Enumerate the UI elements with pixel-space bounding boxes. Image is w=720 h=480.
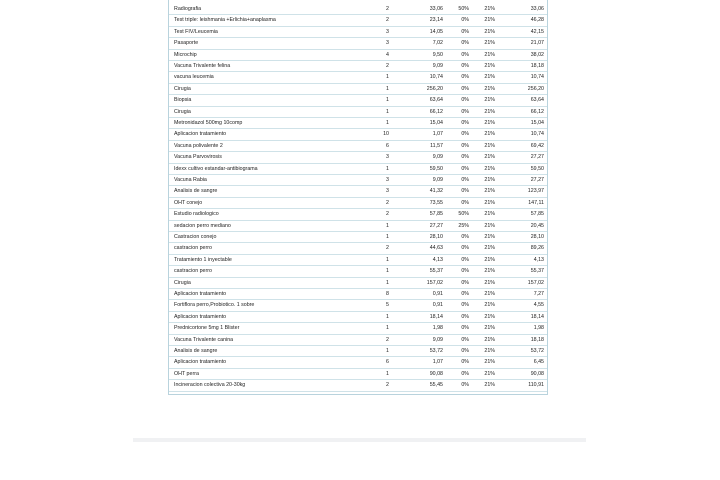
line-unit-price: 9,09: [432, 154, 443, 161]
line-tax: 21%: [484, 256, 495, 263]
line-tax: 21%: [484, 154, 495, 161]
line-discount: 0%: [461, 120, 469, 126]
line-discount: 0%: [461, 359, 469, 366]
line-quantity: 1: [386, 97, 389, 104]
line-unit-price: 55,45: [429, 382, 443, 389]
line-unit-price: 41,32: [429, 188, 443, 195]
table-row: [169, 232, 547, 243]
line-discount: 0%: [461, 370, 469, 377]
line-quantity: 3: [386, 177, 389, 183]
line-total: 57,85: [530, 211, 544, 218]
line-discount: 0%: [461, 85, 469, 92]
line-discount: 0%: [461, 142, 469, 149]
line-quantity: 1: [386, 120, 389, 126]
line-unit-price: 1,98: [432, 325, 443, 332]
line-quantity: 4: [386, 51, 389, 58]
line-quantity: 1: [386, 325, 389, 332]
line-total: 7,27: [533, 291, 544, 297]
line-tax: 21%: [484, 382, 495, 389]
line-quantity: 2: [386, 382, 389, 389]
line-unit-price: 9,09: [432, 63, 443, 69]
line-total: 15,04: [530, 120, 544, 126]
line-tax: 21%: [484, 177, 495, 183]
line-discount: 0%: [461, 348, 469, 354]
page-footer-bar: [133, 438, 586, 442]
line-unit-price: 90,08: [429, 370, 443, 377]
line-tax: 21%: [484, 245, 495, 252]
table-row: [169, 357, 547, 368]
line-description: Test triple: leishmania +Erlichia+anaplasma: [174, 17, 276, 24]
line-discount: 0%: [461, 382, 469, 389]
line-description: Vacuna Trivalente felina: [174, 63, 231, 69]
line-discount: 0%: [461, 336, 469, 343]
line-unit-price: 0,91: [432, 302, 443, 309]
line-tax: 21%: [484, 222, 495, 229]
line-discount: 0%: [461, 199, 469, 206]
line-discount: 0%: [461, 177, 469, 183]
line-quantity: 5: [386, 302, 389, 309]
line-discount: 50%: [458, 211, 469, 218]
line-total: 46,28: [530, 17, 544, 24]
line-description: sedacion perro mediano: [174, 222, 231, 229]
table-row: [169, 300, 547, 311]
line-description: Vacuna Trivalente canina: [174, 336, 234, 343]
line-tax: 21%: [484, 370, 495, 377]
line-discount: 0%: [461, 63, 469, 69]
line-unit-price: 15,04: [429, 120, 443, 126]
line-unit-price: 23,14: [429, 17, 443, 24]
table-row: [169, 50, 547, 61]
table-row: [169, 129, 547, 140]
line-description: Estudio radiologico: [174, 211, 219, 218]
line-tax: 21%: [484, 142, 495, 149]
line-total: 27,27: [530, 177, 544, 183]
table-row: [169, 312, 547, 323]
line-description: OHT perra: [174, 370, 199, 377]
line-total: 256,20: [527, 85, 544, 92]
line-unit-price: 256,20: [426, 85, 443, 92]
table-row: [169, 15, 547, 26]
line-discount: 0%: [461, 40, 469, 47]
line-tax: 21%: [484, 131, 495, 138]
line-total: 21,07: [530, 40, 544, 47]
line-total: 110,91: [528, 382, 544, 389]
line-description: Castracion conejo: [174, 234, 217, 240]
line-discount: 0%: [461, 302, 469, 309]
table-row: [169, 38, 547, 49]
table-row: [169, 61, 547, 72]
line-tax: 21%: [484, 120, 495, 126]
line-tax: 21%: [484, 17, 495, 24]
line-tax: 21%: [484, 336, 495, 343]
line-description: Idexx cultivo estandar-antibiograma: [174, 165, 258, 172]
line-unit-price: 9,09: [432, 177, 443, 183]
line-discount: 0%: [461, 108, 469, 115]
table-row: [169, 186, 547, 197]
line-total: 18,18: [530, 336, 544, 343]
line-description: Aplicacion tratamiento: [174, 313, 227, 320]
line-quantity: 1: [386, 370, 389, 377]
invoice-lines-table: [168, 0, 548, 395]
line-quantity: 8: [386, 291, 389, 297]
line-total: 53,72: [530, 348, 544, 354]
line-unit-price: 9,50: [432, 51, 443, 58]
line-unit-price: 1,07: [432, 131, 443, 138]
table-row: [169, 289, 547, 300]
line-unit-price: 0,91: [432, 291, 443, 297]
line-description: Tratamiento 1 inyectable: [174, 256, 232, 263]
line-total: 10,74: [530, 74, 544, 81]
line-description: Cirugia: [174, 279, 191, 286]
line-unit-price: 157,02: [426, 279, 443, 286]
line-unit-price: 7,02: [432, 40, 443, 47]
table-row: [169, 27, 547, 38]
line-total: 4,55: [533, 302, 544, 309]
line-tax: 21%: [484, 199, 495, 206]
line-description: Cirugia: [174, 108, 191, 115]
line-unit-price: 1,07: [432, 359, 443, 366]
line-unit-price: 9,09: [432, 336, 443, 343]
line-discount: 0%: [461, 17, 469, 24]
line-total: 27,27: [530, 154, 544, 161]
line-tax: 21%: [484, 348, 495, 354]
line-description: Analisis de sangre: [174, 188, 218, 195]
line-tax: 21%: [484, 291, 495, 297]
line-discount: 0%: [461, 245, 469, 252]
line-tax: 21%: [484, 268, 495, 275]
table-row: [169, 152, 547, 163]
line-discount: 25%: [458, 222, 469, 229]
line-tax: 21%: [484, 108, 495, 115]
line-description: Incineracion colectiva 20-30kg: [174, 382, 246, 389]
table-row: [169, 118, 547, 129]
line-discount: 0%: [461, 51, 469, 58]
line-tax: 21%: [484, 74, 495, 81]
table-row: [169, 221, 547, 232]
line-quantity: 1: [386, 85, 389, 92]
line-description: Analisis de sangre: [174, 348, 218, 354]
line-tax: 21%: [484, 63, 495, 69]
line-total: 59,50: [530, 165, 544, 172]
line-quantity: 3: [386, 28, 389, 35]
line-description: Vacuna polivalente 2: [174, 142, 223, 149]
line-quantity: 6: [386, 142, 389, 149]
line-total: 90,08: [530, 370, 544, 377]
line-description: Pasaporte: [174, 40, 199, 47]
line-total: 4,13: [533, 256, 544, 263]
line-description: Microchip: [174, 51, 197, 58]
line-unit-price: 63,64: [429, 97, 443, 104]
line-tax: 21%: [484, 188, 495, 195]
line-description: Metronidazol 500mg 10comp: [174, 120, 243, 126]
line-discount: 0%: [461, 256, 469, 263]
line-discount: 0%: [461, 97, 469, 104]
line-quantity: 1: [386, 256, 389, 263]
line-discount: 0%: [461, 313, 469, 320]
line-description: vacuna leucemia: [174, 74, 214, 81]
line-discount: 0%: [461, 325, 469, 332]
line-quantity: 1: [386, 108, 389, 115]
line-description: Radiografia: [174, 6, 202, 12]
line-description: Vacuna Rabia: [174, 177, 207, 183]
line-total: 66,12: [530, 108, 544, 115]
line-total: 89,26: [530, 245, 544, 252]
line-quantity: 2: [386, 211, 389, 218]
line-total: 10,74: [530, 131, 544, 138]
line-total: 1,98: [533, 325, 544, 332]
table-row: [169, 266, 547, 277]
line-tax: 21%: [484, 85, 495, 92]
line-tax: 21%: [484, 279, 495, 286]
line-unit-price: 11,57: [430, 142, 443, 149]
line-unit-price: 27,27: [429, 222, 443, 229]
line-tax: 21%: [484, 165, 495, 172]
table-row: [169, 323, 547, 334]
line-unit-price: 14,05: [429, 28, 443, 35]
table-row: [169, 84, 547, 95]
line-total: 18,18: [530, 63, 544, 69]
line-unit-price: 66,12: [429, 108, 443, 115]
line-quantity: 2: [386, 199, 389, 206]
line-quantity: 3: [386, 188, 389, 195]
line-quantity: 2: [386, 6, 389, 12]
table-row: [169, 346, 547, 357]
line-tax: 21%: [484, 359, 495, 366]
table-row: [169, 164, 547, 175]
table-row: [169, 369, 547, 380]
line-tax: 21%: [484, 325, 495, 332]
line-discount: 0%: [461, 28, 469, 35]
line-tax: 21%: [484, 211, 495, 218]
line-quantity: 2: [386, 245, 389, 252]
line-total: 55,37: [530, 268, 544, 275]
line-unit-price: 33,06: [429, 6, 443, 12]
line-quantity: 1: [386, 348, 389, 354]
line-total: 157,02: [527, 279, 544, 286]
table-row: [169, 4, 547, 15]
line-quantity: 10: [383, 131, 389, 138]
table-row: [169, 335, 547, 346]
line-tax: 21%: [484, 6, 495, 12]
line-quantity: 3: [386, 154, 389, 161]
line-total: 147,11: [528, 199, 544, 206]
line-discount: 0%: [461, 131, 469, 138]
line-discount: 0%: [461, 279, 469, 286]
line-quantity: 2: [386, 17, 389, 24]
line-tax: 21%: [484, 97, 495, 104]
line-total: 6,45: [533, 359, 544, 366]
line-quantity: 6: [386, 359, 389, 366]
line-description: Test FIV/Leucemia: [174, 28, 218, 35]
line-total: 123,97: [527, 188, 544, 195]
line-discount: 0%: [461, 74, 469, 81]
line-quantity: 1: [386, 222, 389, 229]
line-description: Biopsia: [174, 97, 192, 104]
table-row: [169, 380, 547, 391]
line-quantity: 1: [386, 313, 389, 320]
line-tax: 21%: [484, 51, 495, 58]
line-discount: 0%: [461, 268, 469, 275]
table-row: [169, 141, 547, 152]
line-discount: 0%: [461, 188, 469, 195]
line-quantity: 1: [386, 279, 389, 286]
line-discount: 50%: [458, 6, 469, 12]
line-unit-price: 18,14: [429, 313, 443, 320]
table-row: [169, 243, 547, 254]
line-unit-price: 59,50: [429, 165, 443, 172]
line-quantity: 1: [386, 74, 389, 81]
line-total: 38,02: [530, 51, 544, 58]
line-discount: 0%: [461, 291, 469, 297]
line-unit-price: 55,37: [429, 268, 443, 275]
line-unit-price: 53,72: [429, 348, 443, 354]
table-row: [169, 198, 547, 209]
table-row: [169, 255, 547, 266]
line-total: 33,06: [530, 6, 544, 12]
line-description: castracion perro: [174, 245, 212, 252]
line-quantity: 2: [386, 63, 389, 69]
line-unit-price: 28,10: [429, 234, 443, 240]
line-total: 20,45: [530, 222, 544, 229]
line-description: Aplicacion tratamiento: [174, 131, 227, 138]
line-quantity: 1: [386, 268, 389, 275]
line-quantity: 2: [386, 336, 389, 343]
line-tax: 21%: [484, 313, 495, 320]
table-row: [169, 107, 547, 118]
line-description: Aplicacion tratamiento: [174, 291, 227, 297]
line-total: 18,14: [530, 313, 544, 320]
line-description: OHT conejo: [174, 199, 203, 206]
line-discount: 0%: [461, 154, 469, 161]
table-row: [169, 95, 547, 106]
line-unit-price: 57,85: [429, 211, 443, 218]
line-description: Fortiflora perro,Probiotico. 1 sobre: [174, 302, 255, 309]
line-quantity: 1: [386, 165, 389, 172]
line-unit-price: 44,63: [429, 245, 443, 252]
line-quantity: 3: [386, 40, 389, 47]
line-tax: 21%: [484, 28, 495, 35]
table-row: [169, 175, 547, 186]
line-unit-price: 73,55: [429, 199, 443, 206]
table-row: [169, 209, 547, 220]
line-unit-price: 4,13: [432, 256, 443, 263]
table-row: [169, 72, 547, 83]
line-total: 42,15: [530, 28, 544, 35]
table-row: [169, 278, 547, 289]
line-tax: 21%: [484, 302, 495, 309]
line-description: castracion perro: [174, 268, 212, 275]
line-description: Cirugia: [174, 85, 191, 92]
line-total: 28,10: [530, 234, 544, 240]
line-unit-price: 10,74: [429, 74, 443, 81]
line-discount: 0%: [461, 234, 469, 240]
line-tax: 21%: [484, 40, 495, 47]
line-tax: 21%: [484, 234, 495, 240]
line-total: 63,64: [530, 97, 544, 104]
line-quantity: 1: [386, 234, 389, 240]
line-description: Prednicortone 5mg 1 Blister: [174, 325, 240, 332]
line-description: Vacuna Parvovirosis: [174, 154, 222, 161]
line-total: 69,42: [530, 142, 544, 149]
line-description: Aplicacion tratamiento: [174, 359, 227, 366]
line-discount: 0%: [461, 165, 469, 172]
